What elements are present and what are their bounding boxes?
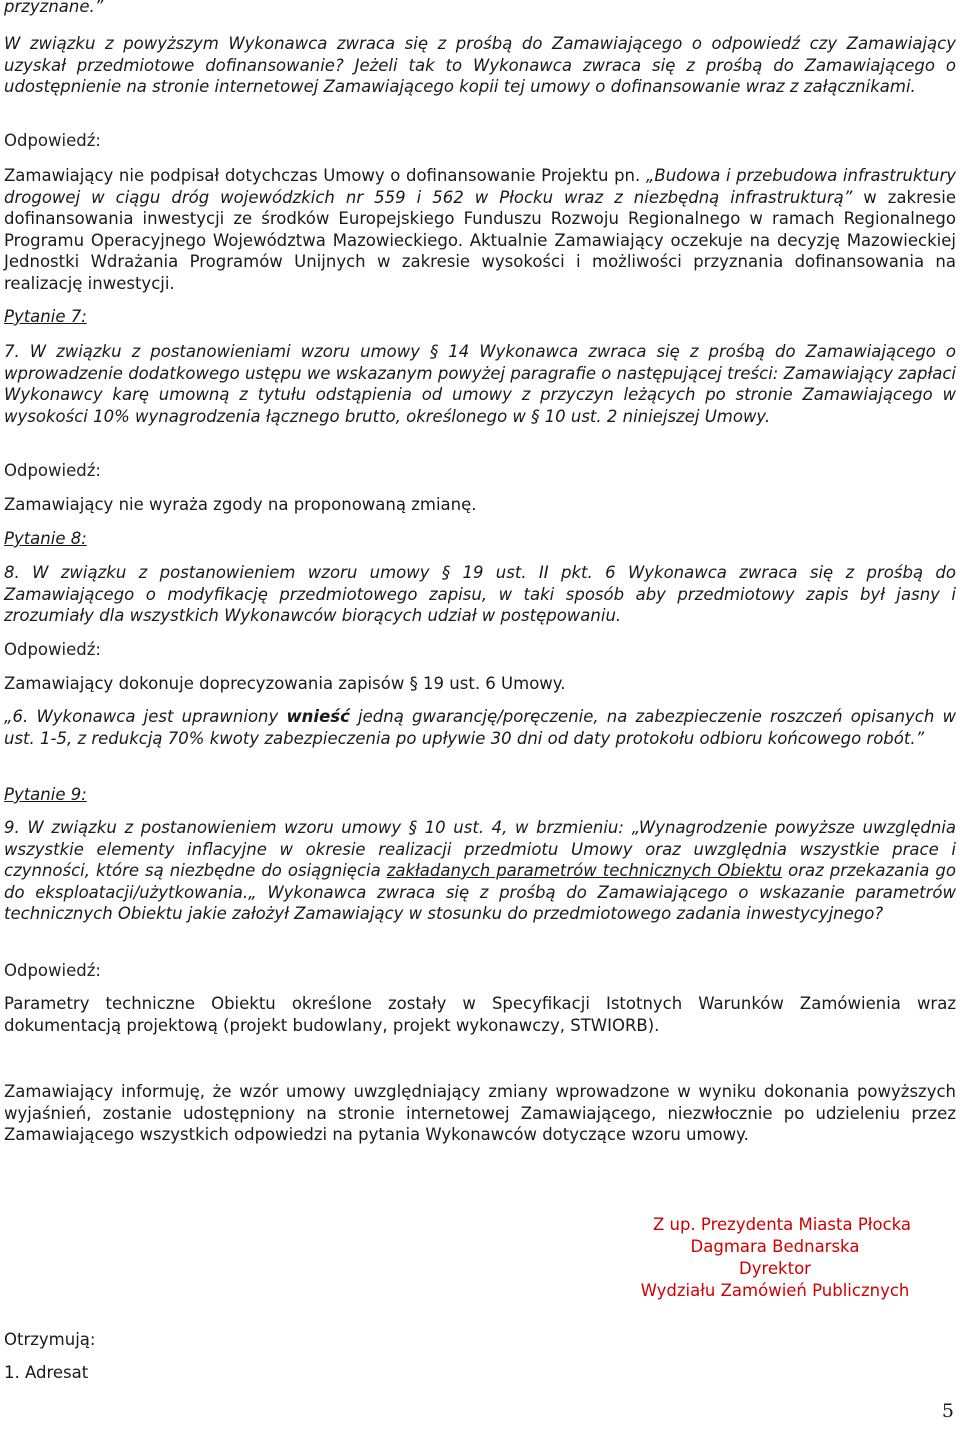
page-number: 5 bbox=[941, 1400, 954, 1422]
intro-question: W związku z powyższym Wykonawca zwraca się z prośbą do Zamawiającego o odpowiedź czy Zamawiający uzyskał przedmiotowe dofinansowanie? Jeżeli tak to Wykonawca zwraca się z prośbą do Zamawiającego o udostępnienie na stronie internetowej Zamawiającego kopii tej umowy o dofinansowanie wraz z załącznikami. bbox=[4, 34, 956, 96]
closing-paragraph: Zamawiający informuję, że wzór umowy uwzględniający zmiany wprowadzone w wyniku dokonania powyższych wyjaśnień, zostanie udostępniony na stronie internetowej Zamawiającego, niezwłocznie po udzieleniu przez Zamawiającego wszystkich odpowiedzi na pytania Wykonawców dotyczące wzoru umowy. bbox=[4, 1082, 956, 1144]
project-name: „Budowa i przebudowa infrastruktury drogowej w ciągu dróg wojewódzkich nr 559 i 562 w Płocku wraz z niezbędną infrastrukturą” bbox=[4, 166, 957, 207]
question-7-label: Pytanie 7: bbox=[4, 307, 87, 326]
answer-7-text: Zamawiający nie wyraża zgody na proponowaną zmianę. bbox=[4, 495, 477, 514]
quote-part-a: „6. Wykonawca jest uprawniony bbox=[4, 707, 287, 726]
answer-6-part3: w zakresie dofinansowania inwestycji ze środków Europejskiego Funduszu Rozwoju Regionalnego w ramach Regionalnego Programu Operacyjnego Województwa Mazowieckiego. Aktualnie Zamawiający oczekuje na decyzję Mazowieckiej Jednostki Wdrażania Programów Unijnych w zakresie wysokości i możliwości przyznania dofinansowania na realizację inwestycji. bbox=[4, 187, 957, 293]
question-9-part-b: oraz przekazania go do eksploatacji/użytkowania.„ Wykonawca zwraca się z prośbą do Zamawiającego o wskazanie parametrów technicznych Obiektu jakie założył Zamawiający w stosunku do przedmiotowego zadania inwestycyjnego? bbox=[4, 861, 956, 923]
question-8-text: 8. W związku z postanowieniem wzoru umowy § 19 ust. II pkt. 6 Wykonawca zwraca się z prośbą do Zamawiającego o modyfikację przedmiotowego zapisu, w taki sposób aby przedmiotowy zapis był jasny i zrozumiały dla wszystkich Wykonawców biorących udział w postępowaniu. bbox=[4, 563, 956, 625]
signature-name: Dagmara Bednarska bbox=[690, 1237, 860, 1256]
answer-8-text: Zamawiający dokonuje doprecyzowania zapisów § 19 ust. 6 Umowy. bbox=[4, 674, 566, 693]
answer-9-text: Parametry techniczne Obiektu określone zostały w Specyfikacji Istotnych Warunków Zamówienia wraz dokumentacją projektową (projekt budowlany, projekt wykonawczy, STWIORB). bbox=[4, 994, 956, 1035]
answer-label: Odpowiedź: bbox=[4, 131, 101, 150]
signature-title: Dyrektor bbox=[739, 1259, 811, 1278]
answer-8-quote bbox=[4, 706, 956, 749]
question-7-text: 7. W związku z postanowieniami wzoru umowy § 14 Wykonawca zwraca się z prośbą do Zamawiającego o wprowadzenie dodatkowego ustępu we wskazanym powyżej paragrafie o następującej treści: Zamawiający zapłaci Wykonawcy karę umowną z tytułu odstąpienia od umowy z przyczyn leżących po stronie Zamawiającego w wysokości 10% wynagrodzenia łącznego brutto, określonego w § 10 ust. 2 niniejszej Umowy. bbox=[4, 342, 956, 426]
recipient-item: 1. Adresat bbox=[4, 1363, 89, 1382]
quote-part-b: jedną gwarancję/poręczenie, na zabezpieczenie roszczeń opisanych w ust. 1-5, z redukcją 70% kwoty zabezpieczenia po upływie 30 dni od daty protokołu odbioru końcowego robót.” bbox=[4, 707, 956, 748]
answer-6-part1: Zamawiający nie podpisał dotychczas Umowy o dofinansowanie Projektu pn. bbox=[4, 166, 646, 185]
question-9-text bbox=[4, 817, 956, 925]
recipients-label: Otrzymują: bbox=[4, 1330, 96, 1349]
quote-bold-word: wnieść bbox=[286, 707, 350, 726]
question-9-part-a: 9. W związku z postanowieniem wzoru umowy § 10 ust. 4, w brzmieniu: „Wynagrodzenie powyższe uwzględnia wszystkie elementy inflacyjne w okresie realizacji przedmiotu Umowy oraz uwzględnia wszystkie prace i czynności, które są niezbędne do osiągnięcia bbox=[4, 818, 956, 880]
answer-label: Odpowiedź: bbox=[4, 640, 101, 659]
signature-line-1: Z up. Prezydenta Miasta Płocka bbox=[652, 1215, 912, 1234]
signature-block bbox=[600, 1214, 950, 1302]
question-9-label: Pytanie 9: bbox=[4, 785, 87, 804]
question-8-label: Pytanie 8: bbox=[4, 529, 87, 548]
answer-label: Odpowiedź: bbox=[4, 461, 101, 480]
answer-label: Odpowiedź: bbox=[4, 961, 101, 980]
intro-tail: przyznane.” bbox=[4, 0, 104, 16]
question-9-underlined: zakładanych parametrów technicznych Obiektu bbox=[386, 861, 783, 880]
signature-department: Wydziału Zamówień Publicznych bbox=[640, 1281, 910, 1300]
answer-6-text bbox=[4, 165, 956, 294]
